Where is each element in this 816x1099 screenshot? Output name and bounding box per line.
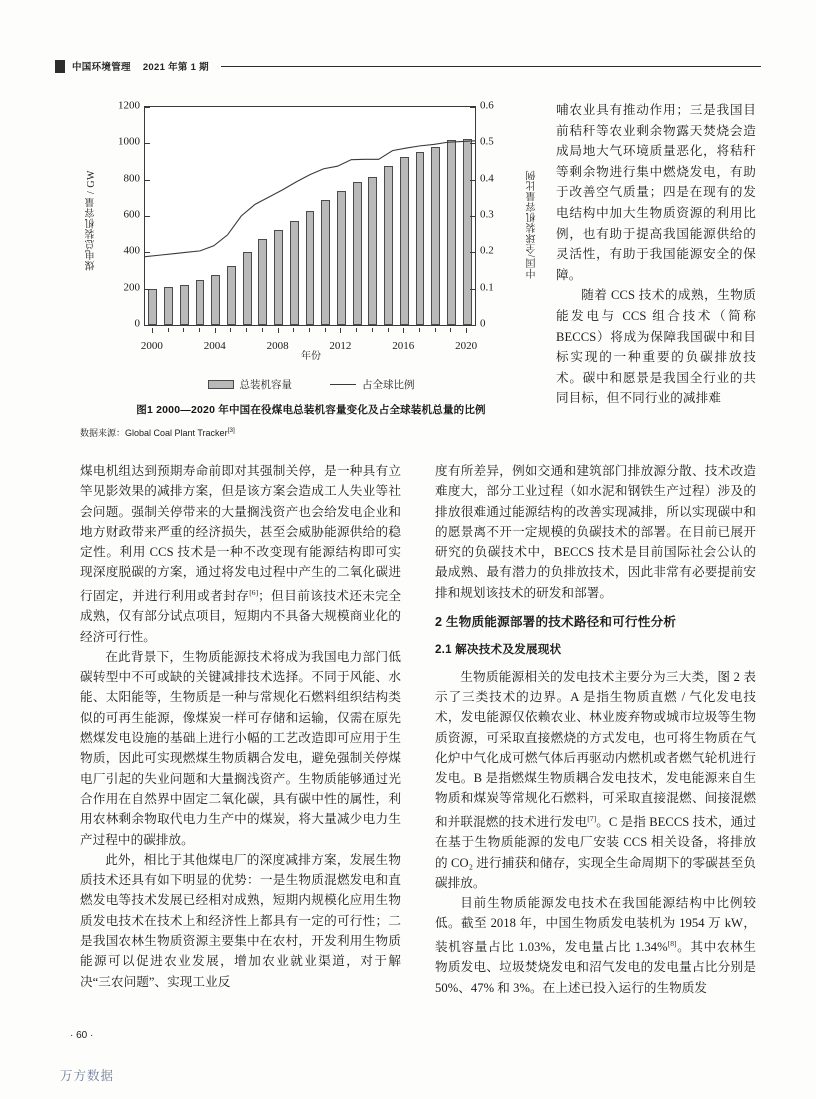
y-tick-mark bbox=[145, 107, 150, 108]
legend-item-line bbox=[330, 377, 415, 392]
sidebar-text-column bbox=[556, 100, 756, 409]
plot-region bbox=[144, 106, 476, 326]
x-minor-tick-mark bbox=[356, 328, 357, 332]
y-tick-mark bbox=[145, 289, 150, 290]
x-minor-tick-mark bbox=[450, 328, 451, 332]
y2-tick-label: 0.3 bbox=[480, 208, 494, 221]
left-column bbox=[80, 461, 401, 992]
right-paragraph-3-ref: [8] bbox=[667, 938, 677, 948]
running-head bbox=[55, 56, 761, 76]
y2-tick-label: 0.6 bbox=[480, 99, 494, 112]
page-number: · 60 · bbox=[70, 1030, 94, 1041]
running-head-rule bbox=[221, 66, 761, 67]
y-tick-label: 1000 bbox=[118, 135, 140, 148]
y2-tick-mark bbox=[470, 143, 475, 144]
running-head-marker bbox=[55, 60, 65, 73]
legend-line-swatch-icon bbox=[330, 384, 356, 385]
x-minor-tick-mark bbox=[215, 328, 216, 332]
y-tick-mark bbox=[145, 325, 150, 326]
x-tick-label: 2016 bbox=[392, 340, 415, 352]
x-minor-tick-mark bbox=[293, 328, 294, 332]
y-tick-label: 0 bbox=[134, 317, 140, 330]
right-paragraph-1: 度有所差异，例如交通和建筑部门排放源分散、技术改造难度大，部分工业过程（如水泥和钢铁生产过程）涉及的排放很难通过能源结构的改善实现减排，所以实现碳中和的愿景离不开一定规模的负碳技术的部署。在目前已展开研究的负碳技术中，BECCS 技术是目前国际社会公认的最成熟、最有潜力的负排放技术，因此非常有必要提前安排和规划该技术的研发和部署。 bbox=[435, 464, 756, 600]
y-axis-left-title: 煤电总装机容量 / GW bbox=[86, 170, 97, 271]
chart-area bbox=[80, 96, 542, 364]
y-tick-mark bbox=[145, 143, 150, 144]
x-minor-tick-mark bbox=[199, 328, 200, 332]
x-minor-tick-mark bbox=[466, 328, 467, 332]
y-axis-left-ticklabels bbox=[100, 99, 140, 330]
y-tick-mark bbox=[145, 216, 150, 217]
y2-tick-mark bbox=[470, 107, 475, 108]
x-tick-label: 2012 bbox=[329, 340, 352, 352]
y-tick-label: 800 bbox=[123, 172, 140, 185]
y2-tick-mark bbox=[470, 252, 475, 253]
y-tick-label: 400 bbox=[123, 244, 140, 257]
x-minor-tick-mark bbox=[309, 328, 310, 332]
x-minor-tick-mark bbox=[340, 328, 341, 332]
figure-source-label: 数据来源： bbox=[80, 428, 126, 438]
x-minor-tick-mark bbox=[168, 328, 169, 332]
left-paragraph-1-text: 煤电机组达到预期寿命前即对其强制关停，是一种具有立竿见影效果的减排方案，但是该方案会造成工人失业等社会问题。强制关停带来的大量搁浅资产也会给发电企业和地方财政带来严重的经济损失，甚至会威胁能源供给的稳定性。利用 CCS 技术是一种不改变现有能源结构即可实现深度脱碳的方案，通过将发电过程中产生的二氧化碳进行固定，并进行利用或者封存 bbox=[80, 464, 401, 603]
y2-tick-label: 0 bbox=[480, 317, 486, 330]
y-axis-right-title: 中国/全球装机容量比例 bbox=[527, 170, 538, 279]
x-minor-tick-mark bbox=[230, 328, 231, 332]
figure-source bbox=[80, 426, 235, 439]
y2-tick-mark bbox=[470, 325, 475, 326]
x-minor-tick-mark bbox=[278, 328, 279, 332]
right-paragraph-2-b: 。C 是指 BECCS 技术，通过在基于生物质能源的发电厂安装 CCS 相关设备，将排放的 CO₂ 进行捕获和储存，实现全生命周期下的零碳甚至负碳排放。 bbox=[435, 814, 756, 890]
right-paragraph-3-a: 目前生物质能源发电技术在我国能源结构中比例较低。截至 2018 年，中国生物质发电装机为 1954 万 kW，装机容量占比 1.03%，发电量占比 1.34% bbox=[435, 896, 756, 954]
left-paragraph-1 bbox=[80, 461, 401, 647]
left-paragraph-2: 在此背景下，生物质能源技术将成为我国电力部门低碳转型中不可或缺的关键减排技术选择。不同于风能、水能、太阳能等，生物质是一种与常规化石燃料组织结构类似的可再生能源，像煤炭一样可存储和运输，仅需在原先燃煤发电设施的基础上进行小幅的工艺改造即可应用于生物质，因此可实现燃煤生物质耦合发电，避免强制关停煤电厂引起的失业问题和大量搁浅资产。生物质能够通过光合作用在自然界中固定二氧化碳，具有碳中性的属性，利用农林剩余物取代电力生产中的煤炭，将大量减少电力生产过程中的碳排放。 bbox=[80, 649, 401, 847]
legend-bar-label: 总装机容量 bbox=[239, 380, 292, 391]
y2-tick-label: 0.5 bbox=[480, 135, 494, 148]
right-paragraph-3 bbox=[435, 893, 756, 998]
x-minor-tick-mark bbox=[435, 328, 436, 332]
right-paragraph-2 bbox=[435, 667, 756, 893]
right-paragraph-3-b: 。其中农林生物质发电、垃圾焚烧发电和沼气发电的发电量占比分别是 50%、47% 和 3%。在上述已投入运行的生物质发 bbox=[435, 939, 756, 995]
figure-source-ref: [3] bbox=[227, 427, 235, 434]
legend-bar-swatch-icon bbox=[208, 380, 234, 389]
x-minor-tick-mark bbox=[246, 328, 247, 332]
legend-item-bar bbox=[208, 377, 293, 392]
y-tick-mark bbox=[145, 180, 150, 181]
journal-name: 中国环境管理 bbox=[72, 62, 131, 73]
x-minor-tick-mark bbox=[183, 328, 184, 332]
issue-label: 2021 年第 1 期 bbox=[142, 62, 209, 73]
x-minor-tick-mark bbox=[325, 328, 326, 332]
sidebar-paragraph-2: 随着 CCS 技术的成熟，生物质能发电与 CCS 组合技术（简称 BECCS）将成为保障我国碳中和目标实现的一种重要的负碳排放技术。碳中和愿景是我国全行业的共同目标，但不同行业的减排难 bbox=[556, 288, 756, 406]
x-minor-tick-mark bbox=[372, 328, 373, 332]
y2-tick-mark bbox=[470, 289, 475, 290]
figure-caption: 图1 2000—2020 年中国在役煤电总装机容量变化及占全球装机总量的比例 bbox=[136, 404, 486, 416]
figure-1 bbox=[80, 96, 542, 438]
x-minor-tick-mark bbox=[152, 328, 153, 332]
section-heading-2: 2 生物质能源部署的技术路径和可行性分析 bbox=[435, 615, 677, 630]
x-tick-label: 2008 bbox=[266, 340, 289, 352]
left-paragraph-3: 此外，相比于其他煤电厂的深度减排方案，发展生物质技术还具有如下明显的优势：一是生物质混燃发电和直燃发电等技术发展已经相对成熟，短期内规模化应用生物质发电技术在技术上和经济性上都具有一定的可行性；二是我国农林生物质资源主要集中在农村，开发利用生物质能源可以促进农业发展，增加农业就业渠道，对于解决“三农问题”、实现工业反 bbox=[80, 852, 401, 989]
chart-legend bbox=[80, 377, 542, 392]
x-minor-tick-mark bbox=[388, 328, 389, 332]
y-tick-label: 600 bbox=[123, 208, 140, 221]
right-column bbox=[435, 461, 756, 998]
x-minor-tick-mark bbox=[262, 328, 263, 332]
x-minor-tick-mark bbox=[419, 328, 420, 332]
y2-tick-mark bbox=[470, 180, 475, 181]
y2-tick-label: 0.1 bbox=[480, 281, 494, 294]
right-paragraph-2-ref: [7] bbox=[587, 813, 597, 823]
x-tick-label: 2000 bbox=[140, 340, 163, 352]
legend-line-label: 占全球比例 bbox=[362, 380, 415, 391]
y2-tick-label: 0.2 bbox=[480, 244, 494, 257]
x-tick-label: 2004 bbox=[203, 340, 226, 352]
body-columns bbox=[80, 461, 756, 1061]
y2-tick-mark bbox=[470, 216, 475, 217]
sidebar-paragraph-1: 哺农业具有推动作用；三是我国目前秸秆等农业剩余物露天焚烧会造成局地大气环境质量恶化，将秸秆等剩余物进行集中燃烧发电，有助于改善空气质量；四是在现有的发电结构中加大生物质资源的利用比例，也有助于提高我国能源供给的灵活性，有助于我国能源安全的保障。 bbox=[556, 103, 756, 282]
x-axis-title: 年份 bbox=[301, 351, 321, 362]
subsection-heading-2-1: 2.1 解决技术及发展现状 bbox=[435, 643, 562, 657]
left-paragraph-1-tail: ；但目前该技术还未完全成熟，仅有部分试点项目，短期内不具备大规模商业化的经济可行性。 bbox=[80, 588, 401, 644]
right-paragraph-2-a: 生物质能源相关的发电技术主要分为三大类，图 2 表示了三类技术的边界。A 是指生物质直燃 / 气化发电技术，发电能源仅依赖农业、林业废弃物或城市垃圾等生物质资源，可采取直接燃烧的方式发电，也可将生物质在气化炉中气化成可燃气体后再驱动内燃机或者燃气轮机进行发电。B 是指燃煤生物质耦合发电技术，发电能源来自生物质和煤炭等常规化石燃料，可采取直接混燃、间接混燃和并联混燃的技术进行发电 bbox=[435, 669, 756, 829]
y-tick-label: 1200 bbox=[118, 99, 140, 112]
y-axis-right-ticklabels bbox=[480, 99, 520, 330]
share-line bbox=[145, 141, 475, 257]
left-paragraph-1-ref: [6] bbox=[249, 587, 259, 597]
figure-source-value: Global Coal Plant Tracker bbox=[125, 428, 228, 438]
y2-tick-label: 0.4 bbox=[480, 172, 494, 185]
x-minor-tick-mark bbox=[403, 328, 404, 332]
x-tick-label: 2020 bbox=[455, 340, 478, 352]
watermark: 万方数据 bbox=[60, 1069, 115, 1083]
line-series bbox=[145, 107, 475, 325]
y-tick-label: 200 bbox=[123, 281, 140, 294]
y-tick-mark bbox=[145, 252, 150, 253]
